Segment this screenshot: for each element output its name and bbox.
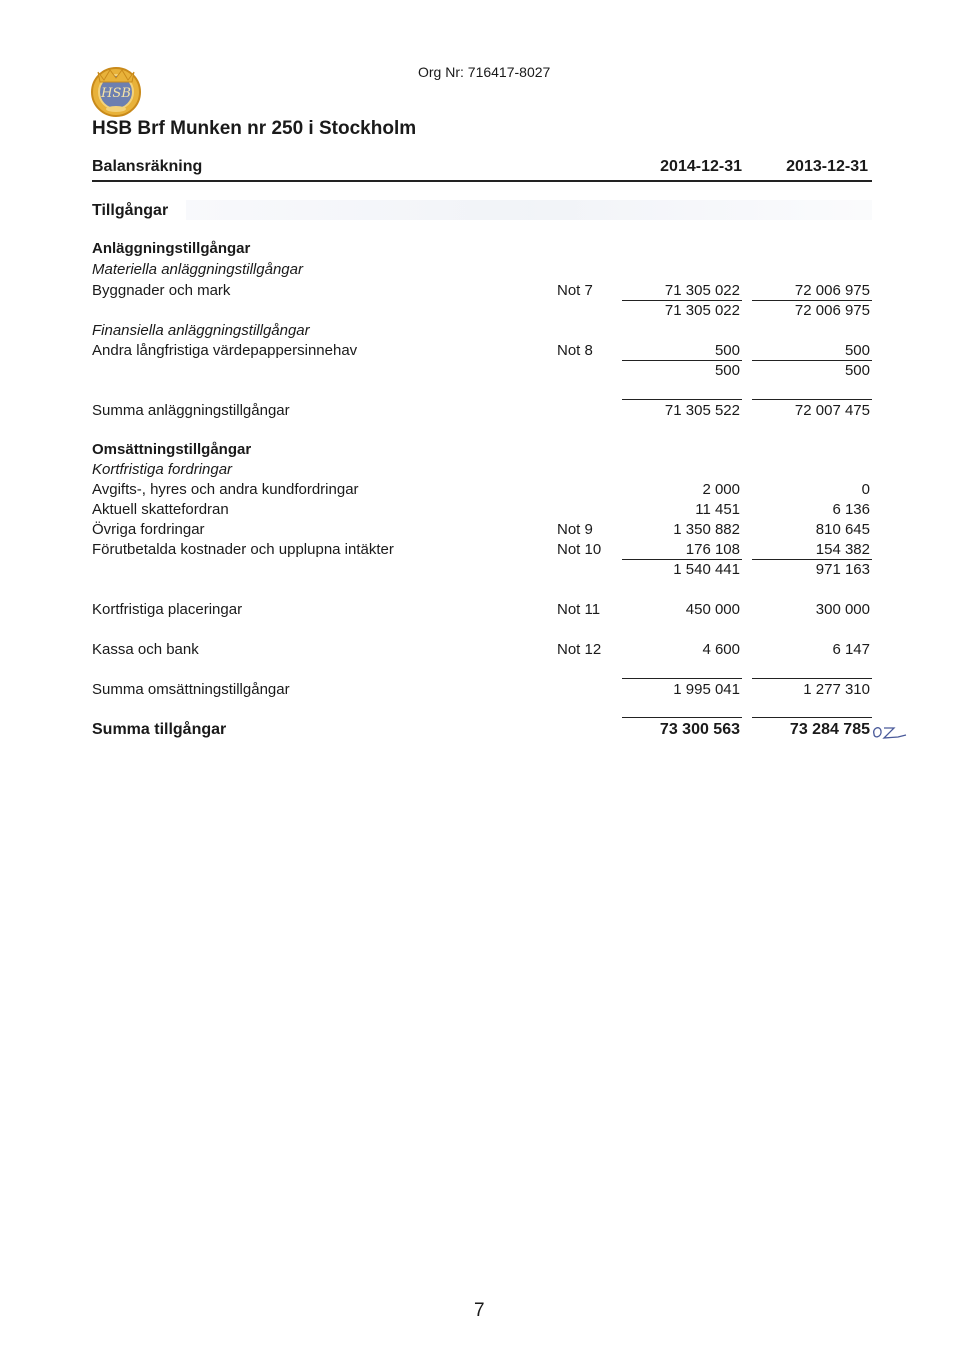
- subtotal-row: [92, 560, 872, 580]
- assets-heading: Tillgångar: [92, 202, 169, 219]
- page-number: 7: [474, 1300, 485, 1321]
- rule: [622, 717, 742, 718]
- row-label: Förutbetalda kostnader och upplupna intäkter: [92, 541, 394, 558]
- value-2013: 6 147: [832, 641, 870, 658]
- row-label: Kortfristiga placeringar: [92, 601, 243, 618]
- statement-title: Balansräkning: [92, 158, 203, 175]
- fixed-assets-heading: Anläggningstillgångar: [92, 240, 251, 257]
- table-row: [92, 640, 872, 660]
- value-2014: 4 600: [702, 641, 740, 658]
- grand-total-row: [92, 720, 872, 740]
- value-2013: 6 136: [832, 501, 870, 518]
- table-row: [92, 480, 872, 500]
- value-2014: 71 305 022: [664, 302, 740, 319]
- financial-assets-heading: Finansiella anläggningstillgångar: [92, 322, 310, 339]
- value-2014: 71 305 522: [664, 402, 740, 419]
- value-2013: 72 006 975: [794, 282, 870, 299]
- value-2014: 500: [714, 362, 740, 379]
- value-2014: 176 108: [685, 541, 740, 558]
- value-2014: 2 000: [702, 481, 740, 498]
- subsection-heading: [92, 460, 872, 480]
- rule: [622, 399, 742, 400]
- assets-heading-row: [92, 198, 872, 224]
- statement-header: [92, 156, 872, 182]
- row-label: Summa anläggningstillgångar: [92, 402, 290, 419]
- row-label: Summa tillgångar: [92, 721, 227, 738]
- value-2013: 0: [861, 481, 870, 498]
- row-label: Övriga fordringar: [92, 521, 205, 538]
- row-label: Aktuell skattefordran: [92, 501, 229, 518]
- rule: [752, 399, 872, 400]
- subtotal-row: [92, 301, 872, 321]
- section-heading: [92, 239, 872, 259]
- table-row: [92, 600, 872, 620]
- scan-smudge: [186, 200, 872, 220]
- value-2013: 73 284 785: [789, 721, 870, 738]
- rule: [622, 678, 742, 679]
- row-label: Andra långfristiga värdepappersinnehav: [92, 342, 358, 359]
- table-row: [92, 341, 872, 361]
- row-label: Kassa och bank: [92, 641, 199, 658]
- logo-text: HSB: [101, 86, 131, 101]
- note-ref: Not 8: [557, 342, 593, 359]
- row-label: Byggnader och mark: [92, 282, 231, 299]
- current-assets-heading: Omsättningstillgångar: [92, 441, 252, 458]
- subtotal-row: [92, 361, 872, 381]
- total-row: [92, 680, 872, 700]
- table-row: [92, 520, 872, 540]
- value-2014: 450 000: [685, 601, 740, 618]
- note-ref: Not 7: [557, 282, 593, 299]
- subsection-heading: [92, 260, 872, 280]
- table-row: [92, 500, 872, 520]
- row-label: Avgifts-, hyres och andra kundfordringar: [92, 481, 359, 498]
- value-2013: 500: [844, 342, 870, 359]
- total-row: [92, 401, 872, 421]
- table-row: [92, 540, 872, 560]
- table-row: [92, 281, 872, 301]
- value-2014: 1 540 441: [673, 561, 740, 578]
- note-ref: Not 9: [557, 521, 593, 538]
- value-2013: 72 007 475: [794, 402, 870, 419]
- note-ref: Not 12: [557, 641, 602, 658]
- receivables-heading: Kortfristiga fordringar: [92, 461, 233, 478]
- value-2014: 11 451: [695, 501, 740, 518]
- hsb-logo: [88, 62, 144, 118]
- value-2013: 971 163: [815, 561, 870, 578]
- note-ref: Not 10: [557, 541, 602, 558]
- value-2013: 1 277 310: [803, 681, 870, 698]
- column-header-2013: 2013-12-31: [786, 158, 868, 175]
- column-header-2014: 2014-12-31: [660, 158, 742, 175]
- value-2014: 73 300 563: [659, 721, 740, 738]
- value-2014: 71 305 022: [664, 282, 740, 299]
- row-label: Summa omsättningstillgångar: [92, 681, 290, 698]
- note-ref: Not 11: [557, 601, 601, 618]
- org-number: Org Nr: 716417-8027: [418, 64, 551, 80]
- value-2013: 810 645: [815, 521, 870, 538]
- rule: [752, 717, 872, 718]
- value-2013: 154 382: [815, 541, 870, 558]
- handwritten-initials-icon: [870, 720, 910, 742]
- subsection-heading: [92, 321, 872, 341]
- value-2014: 500: [714, 342, 740, 359]
- company-name: HSB Brf Munken nr 250 i Stockholm: [92, 118, 417, 139]
- value-2013: 500: [844, 362, 870, 379]
- value-2014: 1 995 041: [673, 681, 740, 698]
- value-2014: 1 350 882: [673, 521, 740, 538]
- tangible-assets-heading: Materiella anläggningstillgångar: [92, 261, 303, 278]
- value-2013: 72 006 975: [794, 302, 870, 319]
- rule: [752, 678, 872, 679]
- value-2013: 300 000: [815, 601, 870, 618]
- section-heading: [92, 440, 872, 460]
